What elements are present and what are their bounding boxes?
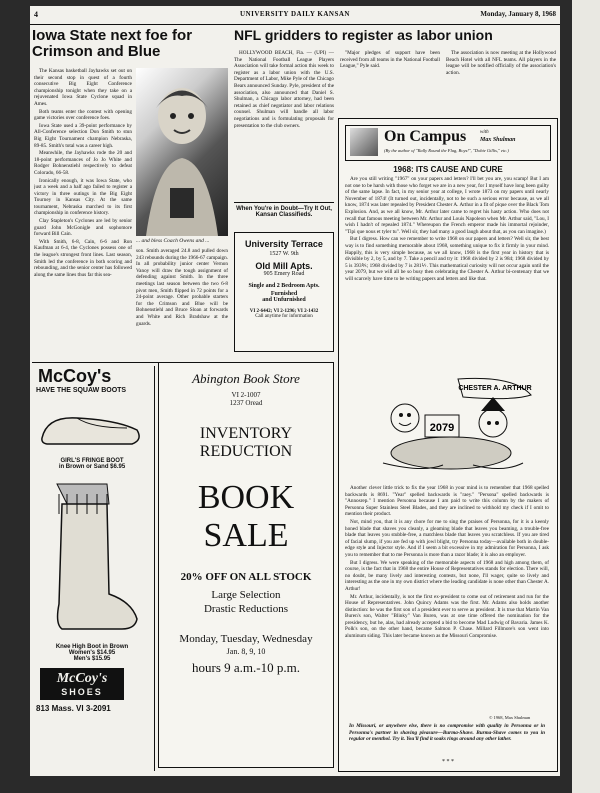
column-copyright: © 1968, Max Shulman [489, 715, 531, 720]
column-end-stars: * * * [442, 759, 454, 765]
column-paragraph: But I digress. We were speaking of the memorable aspects of 1968 and high among them, of course, is the fact that in 1968 the entire House of Representatives stands for election. There will, no doubt, be many lively and interesting contests, but none, I'll wager, quite so lively and interesting as the one in my own district where the leading candidate is none other than Chester A. Arthur! [345, 559, 549, 592]
ad-line-dates: Jan. 8, 9, 10 [226, 647, 266, 656]
nfl-headline: NFL gridders to register as labor union [234, 27, 493, 43]
apt-address-2: 905 Emery Road [263, 271, 305, 277]
column-footer-promo [349, 723, 545, 757]
column-with: with [480, 130, 489, 135]
story-paragraph: Both teams enter the contest with opening game victories over conference foes. [34, 108, 132, 122]
story-paragraph: Clay Stapleton's Cyclones are led by senior guard John McGonigle and sophomore forward Bill Cain. [34, 218, 132, 238]
nfl-story-col1 [234, 50, 334, 198]
column-paragraph: Mr. Arthur, incidentally, is not the first ex-president to come out of retirement and run for the House of Representatives. John Quincy Adams was the first. Mr. Adams also holds another distinction: he was the first son of a president ever to serve as president. It is true that Martin Van Buren's son, Walter "Blinky" Van Buren, was at one time offered the nomination for the presidency, but he, alas, had already accepted a bid to become Mad Ludwig of Bavaria. James K. Polk's son, on the other hand, became Salmon P. Chase. Millard Fillmore's son went into aluminum siding. This later became known as the Missouri Compromise. [345, 593, 549, 640]
page-number: 4 [34, 10, 38, 19]
column-footer-text: In Missouri, or anywhere else, there is no compromise with quality in Personna or in Personna's partner in shaving pleasure—Burma-Shave. Burma-Shave comes to you in regular or menthol. Try it. You'll find it soaks rings around any other lather. [349, 723, 545, 743]
apt-phones: VI 2-6442; VI 2-1296; VI 2-1432 [249, 309, 319, 314]
issue-date: Monday, January 8, 1968 [480, 10, 556, 18]
photo-caption: ... and bless Coach Owens and ... [136, 238, 210, 244]
column-byline: (By the author of "Rally Round the Flag, Boys!", "Dobie Gillis," etc.) [384, 148, 509, 153]
logo-subtext: SHOES [61, 687, 103, 697]
column-paragraph: But I digress. How can we remember to write 1968 on our papers and letters? Well sir, the best way is to find something memorable about 1968, something unique to fix it firmly in your mind. Happily, this is very simple because, as we all know, 1968 is the first year in history that is divisible by 2, by 5, and by 7. Take a pencil and try it: 1968 divided by 2 is 984; 1968 divided by 5 is 393⅗; 1968 divided by 7 is 281⅐. This mathematical curiosity will not occur again until the year 2079, but we will all be so busy then celebrating the Chester A. Arthur bi-centenary that we will scarcely have time to be writing papers and letters and like that. [345, 236, 549, 282]
apt-line-1: Single and 2 Bedroom Apts. [248, 283, 320, 289]
cartoon-banner-text: CHESTER A. ARTHUR [458, 385, 532, 392]
column-paragraph: Are you still writing "1967" on your papers and letters? I'll bet you are, you scamp! But I am not one to be harsh with those who forget we are in a new year, for I myself have long been guilty of the same lapse. In fact, in my senior year at college, I wrote 1873 on my papers until nearly November of 1874! (It turned out, incidentally, not to be such a serious error because, as we all know, 1874 was later repealed by President Chester A. Arthur in a fit of pique over the Black Tom Explosion. And, as we all know, Mr. Arthur later came to regret his hasty action. Who does not recall that famous meeting between Mr. Arthur and Louis Napoleon when Mr. Arthur said, "Lou, I wish I hadn't of repealed 1874." Whereupon the French emperor made his immortal rejoinder, "Tipi que nous et tyler tu". Well sir, they had many a good laugh about that, as you can imagine.) [345, 176, 549, 235]
story-paragraph: Meanwhile, the Jayhawks rode the 20 and 18-point performances of Jo Jo White and Rodger Bohnenstiehl respectively to defeat Colorado, 66-58. [34, 150, 132, 176]
column-body-1 [345, 176, 549, 372]
ad-line-book: BOOK [197, 479, 295, 516]
apt-line-3: and Unfurnished [262, 297, 306, 303]
mccoy-headline: HAVE THE SQUAW BOOTS [36, 387, 127, 394]
ad-line-hours: hours 9 a.m.-10 p.m. [192, 660, 300, 675]
abington-book-store-ad [158, 362, 334, 768]
adjacent-page-strip [572, 0, 600, 793]
on-campus-column [338, 118, 558, 772]
mccoy-shoes-logo [40, 668, 124, 700]
story-paragraph: With Smith, 6-8, Cain, 6-6 and Ron Kaufman at 6-4, the Cyclones possess one of the league's strongest front lines. Last season, Smith led the conference in both scoring and rebounding, and the senior center has followed along the same lines thus far this sea- [34, 238, 132, 278]
nfl-story-col3 [446, 50, 556, 100]
item1-label: GIRL'S FRINGE BOOT [60, 458, 124, 464]
divider [234, 202, 334, 203]
story-paragraph: Ironically enough, it was Iowa State, who just a week and a half ago failed to register a victory in three outings in the Big Eight Tourney in Kansas City. At the same tournament, Nebraska marched to its first championship in conference history. [34, 177, 132, 217]
apt-note: Call anytime for information [255, 314, 313, 319]
apartment-ad [234, 232, 334, 352]
story-paragraph: HOLLYWOOD BEACH, Fla. — (UPI) — The National Football League Players Association will take formal action this week to register as a labor union with the U.S. Department of Labor, Mike Pyle of the Chicago Bears announced Sunday. Pyle, president of the association, also announced that Daniel S. Shulman, a Chicago labor attorney, had been retained as chief negotiator and labor relations counsel. Shulman will handle all labor negotiations and is formulating proposals for presentation to the club owners. [234, 50, 334, 129]
iowa-state-story-continued [136, 248, 228, 358]
divider [154, 366, 155, 771]
moccasin-icon [37, 398, 147, 453]
mccoy-ad [32, 366, 152, 774]
store-phone: VI 2-1007 [231, 391, 261, 399]
store-address: 1237 Oread [229, 399, 263, 407]
item1-price: in Brown or Sand $6.95 [58, 464, 126, 470]
story-paragraph: "Major pledges of support have been received from all teams in the National Football League," Pyle said. [340, 50, 440, 70]
iowa-state-story-body [34, 68, 132, 376]
logo-text: McCoy's [56, 671, 108, 686]
masthead [30, 6, 560, 25]
column-paragraph: Not, mind you, that it is any chore for me to sing the praises of Personna, for it is a keenly honed blade that shaves you cleanly, a gleaming blade that leaves you beaming, a trouble-free blade that leaves you stubble-free, a matchless blade that leaves you scratchless. If you are tired of facial slump, if you are fed up with jowl blight, try Personna today—available both in double-edge style and Injector style. And if I seem a bit excessive in my admiration for Personna, I ask you to remember that to me Personna is more than a razor blade; it is also an employer. [345, 518, 549, 558]
ad-line-discount: 20% OFF ON ALL STOCK [180, 571, 312, 583]
coach-photo [136, 68, 228, 236]
store-name: Abington Book Store [192, 371, 300, 386]
nfl-story-col2 [340, 50, 440, 90]
mccoy-address: 813 Mass. [36, 704, 74, 713]
item2-label: Knee High Boot in Brown [55, 644, 129, 650]
ad-line-reductions: Drastic Reductions [203, 603, 288, 615]
item2-price-women: Women's $14.95 [68, 650, 116, 656]
column-author: Max Shulman [480, 137, 516, 143]
knee-boot-icon [37, 474, 147, 639]
ad-line-inventory: INVENTORY [199, 425, 293, 442]
column-body-2 [345, 485, 549, 713]
cartoon-year-text: 2079 [429, 422, 455, 434]
apt-line-2: Furnished [270, 291, 298, 297]
iowa-state-headline: Iowa State next foe for Crimson and Blue [32, 27, 193, 60]
column-paragraph: Another clever little trick to fix the year 1968 in your mind is to remember that 1968 spelled backwards is 8691. "Year" spelled backwards is "raey." "Persona" spelled backwards is "Annosrep." I mention Personna because I am paid to write this column by the makers of Personna Super Stainless Steel Blades, and they are inclined to withhold my check if I omit to mention their product. [345, 485, 549, 518]
apt-title: University Terrace [245, 239, 323, 249]
column-title: On Campus [384, 128, 467, 145]
story-paragraph: The Kansas basketball Jayhawks set out on their second stop in quest of a fourth consecutive Big Eight Conference championship tonight when they take on a rejuvenated Iowa State Cyclone squad in Ames. [34, 68, 132, 107]
column-headline: 1968: ITS CAUSE AND CURE [393, 165, 503, 174]
item2-price-men: Men's $15.95 [73, 656, 111, 662]
apt-address-1: 1527 W. 9th [269, 251, 299, 257]
paper-name: UNIVERSITY DAILY KANSAN [240, 10, 350, 18]
ad-line-selection: Large Selection [211, 589, 281, 601]
ad-line-days: Monday, Tuesday, Wednesday [179, 633, 313, 645]
column-banner [345, 125, 551, 161]
newspaper-page [30, 6, 560, 776]
boy-portrait-image [136, 68, 228, 236]
cartoon-illustration [363, 373, 539, 483]
apt-name-2: Old Mill Apts. [255, 261, 313, 271]
story-paragraph: The association is now meeting at the Hollywood Beach Hotel with all NFL teams. All players in the league will be notified officially of the association's action. [446, 50, 556, 76]
ad-line-reduction: REDUCTION [199, 443, 293, 460]
story-paragraph: son. Smith averaged 24.8 and pulled down 243 rebounds during the 1966-67 campaign. In all probability junior center Vernon Vanoy will draw the tough assignment of defending against Smith. In the three meetings last season between the two 6-8 pivot men, Smith flipped in 72 points for a 24-point average. Other probable starters for the Crimson and Blue will be Bohnenstiehl and Bruce Sloan at forwards and White and Rich Bradshaw at the guards. [136, 248, 228, 327]
author-photo [350, 128, 378, 156]
mccoy-phone: VI 3-2091 [76, 704, 111, 713]
mccoy-top-logo: McCoy's [38, 366, 112, 386]
story-paragraph: Iowa State used a 39-point performance by All-Conference selection Don Smith to stun Big Eight Tournament champion Nebraska, 89-85. Smith's total was a career high. [34, 122, 132, 149]
ad-line-sale: SALE [203, 517, 289, 554]
classified-promo: When You're in Doubt—Try It Out, Kansan Classifieds. [236, 206, 332, 218]
